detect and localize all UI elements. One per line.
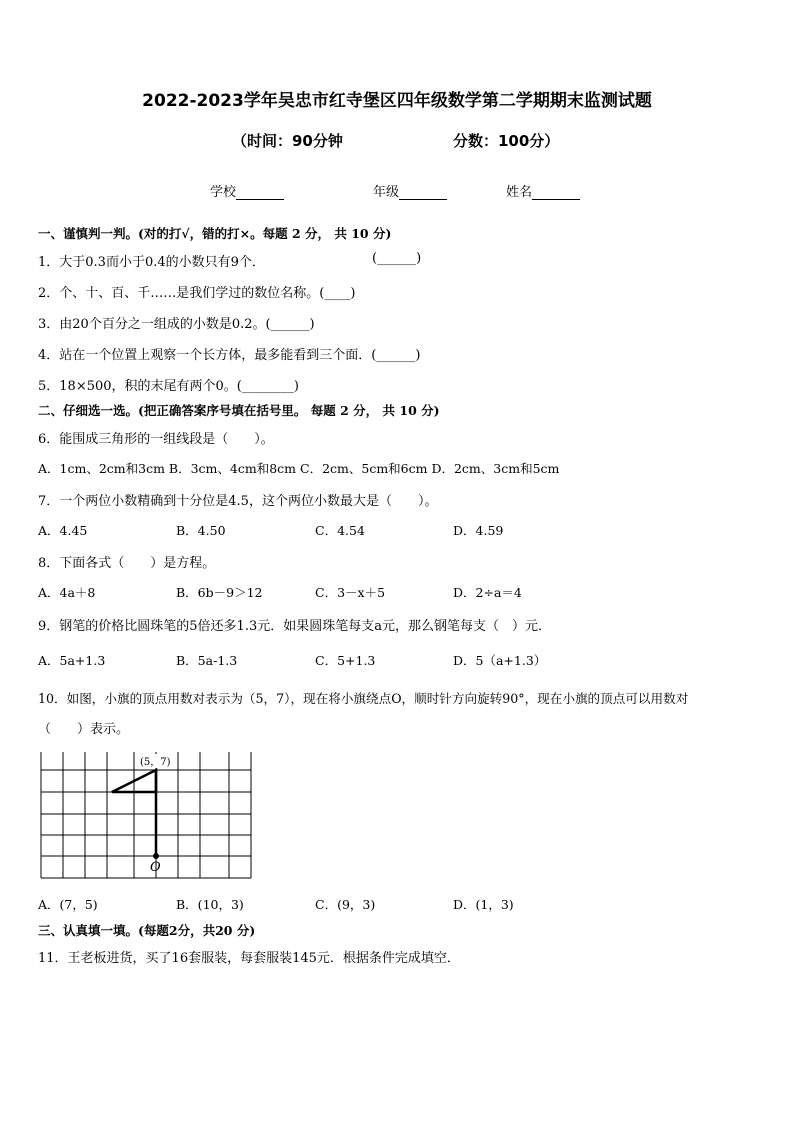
name-field <box>506 181 580 200</box>
point-o <box>153 853 159 859</box>
q9-option-d: D．5（a+1.3） <box>453 653 547 668</box>
question-6: 6．能围成三角形的一组线段是（ ）。 <box>38 432 274 447</box>
q10-option-c: C．(9，3) <box>315 897 376 912</box>
school-label: 学校 <box>210 185 237 200</box>
question-10-line-1: 10．如图，小旗的顶点用数对表示为（5，7），现在将小旗绕点O，顺时针方向旋转90°，现在小旗的顶点可以用数对 <box>38 691 689 706</box>
question-1-blank[interactable]: (______) <box>372 251 422 266</box>
q9-option-c: C．5+1.3 <box>315 653 376 668</box>
q7-option-b: B．4.50 <box>176 523 226 538</box>
grid-lines <box>41 752 251 878</box>
grade-field <box>373 181 447 200</box>
question-5: 5．18×500，积的末尾有两个0。(________) <box>38 379 299 394</box>
q7-option-c: C．4.54 <box>315 523 365 538</box>
section-3-heading: 三、认真填一填。(每题2分，共20 分) <box>38 923 256 938</box>
question-4: 4．站在一个位置上观察一个长方体，最多能看到三个面．(______) <box>38 348 421 363</box>
school-blank[interactable] <box>236 185 284 200</box>
name-blank[interactable] <box>532 185 580 200</box>
q9-option-b: B．5a-1.3 <box>176 653 238 668</box>
q9-option-a: A．5a+1.3 <box>38 653 106 668</box>
grade-label: 年级 <box>373 185 400 200</box>
origin-label: O <box>150 860 161 875</box>
question-10-line-2: （ ）表示。 <box>38 722 130 737</box>
q10-option-d: D．(1，3) <box>453 897 514 912</box>
question-3: 3．由20个百分之一组成的小数是0.2。(______) <box>38 317 315 332</box>
q8-option-a: A．4a＋8 <box>38 585 96 600</box>
question-6-options: A．1cm、2cm和3cm B．3cm、4cm和8cm C．2cm、5cm和6cm D．2cm、3cm和5cm <box>38 461 560 476</box>
school-field <box>210 181 284 200</box>
q8-option-d: D．2÷a＝4 <box>453 585 522 600</box>
section-1-heading: 一、谨慎判一判。(对的打√，错的打×。每题 2 分， 共 10 分) <box>38 226 392 241</box>
question-11: 11．王老板进货，买了16套服装，每套服装145元．根据条件完成填空． <box>38 951 460 966</box>
q10-option-b: B．(10，3) <box>176 897 244 912</box>
grade-blank[interactable] <box>399 185 447 200</box>
exam-time: （时间：90分钟 <box>232 132 343 150</box>
question-9: 9．钢笔的价格比圆珠笔的5倍还多1.3元．如果圆珠笔每支a元，那么钢笔每支（ ）元． <box>38 619 551 634</box>
exam-score: 分数：100分） <box>453 132 560 150</box>
question-2: 2．个、十、百、千……是我们学过的数位名称。(____) <box>38 286 356 301</box>
q7-option-d: D．4.59 <box>453 523 504 538</box>
question-7: 7．一个两位小数精确到十分位是4.5，这个两位小数最大是（ ）。 <box>38 494 438 509</box>
q7-option-a: A．4.45 <box>38 523 88 538</box>
flag-grid-figure <box>36 748 260 882</box>
question-8: 8．下面各式（ ）是方程。 <box>38 556 216 571</box>
name-label: 姓名 <box>506 185 533 200</box>
question-1: 1．大于0.3而小于0.4的小数只有9个． <box>38 255 265 270</box>
page-title: 2022-2023学年吴忠市红寺堡区四年级数学第二学期期末监测试题 <box>142 91 652 111</box>
q8-option-b: B．6b－9＞12 <box>176 585 263 600</box>
q8-option-c: C．3－x＋5 <box>315 585 386 600</box>
q10-option-a: A．(7，5) <box>38 897 98 912</box>
point-label: (5，7) <box>140 757 171 768</box>
section-2-heading: 二、仔细选一选。(把正确答案序号填在括号里。 每题 2 分， 共 10 分) <box>38 403 440 418</box>
